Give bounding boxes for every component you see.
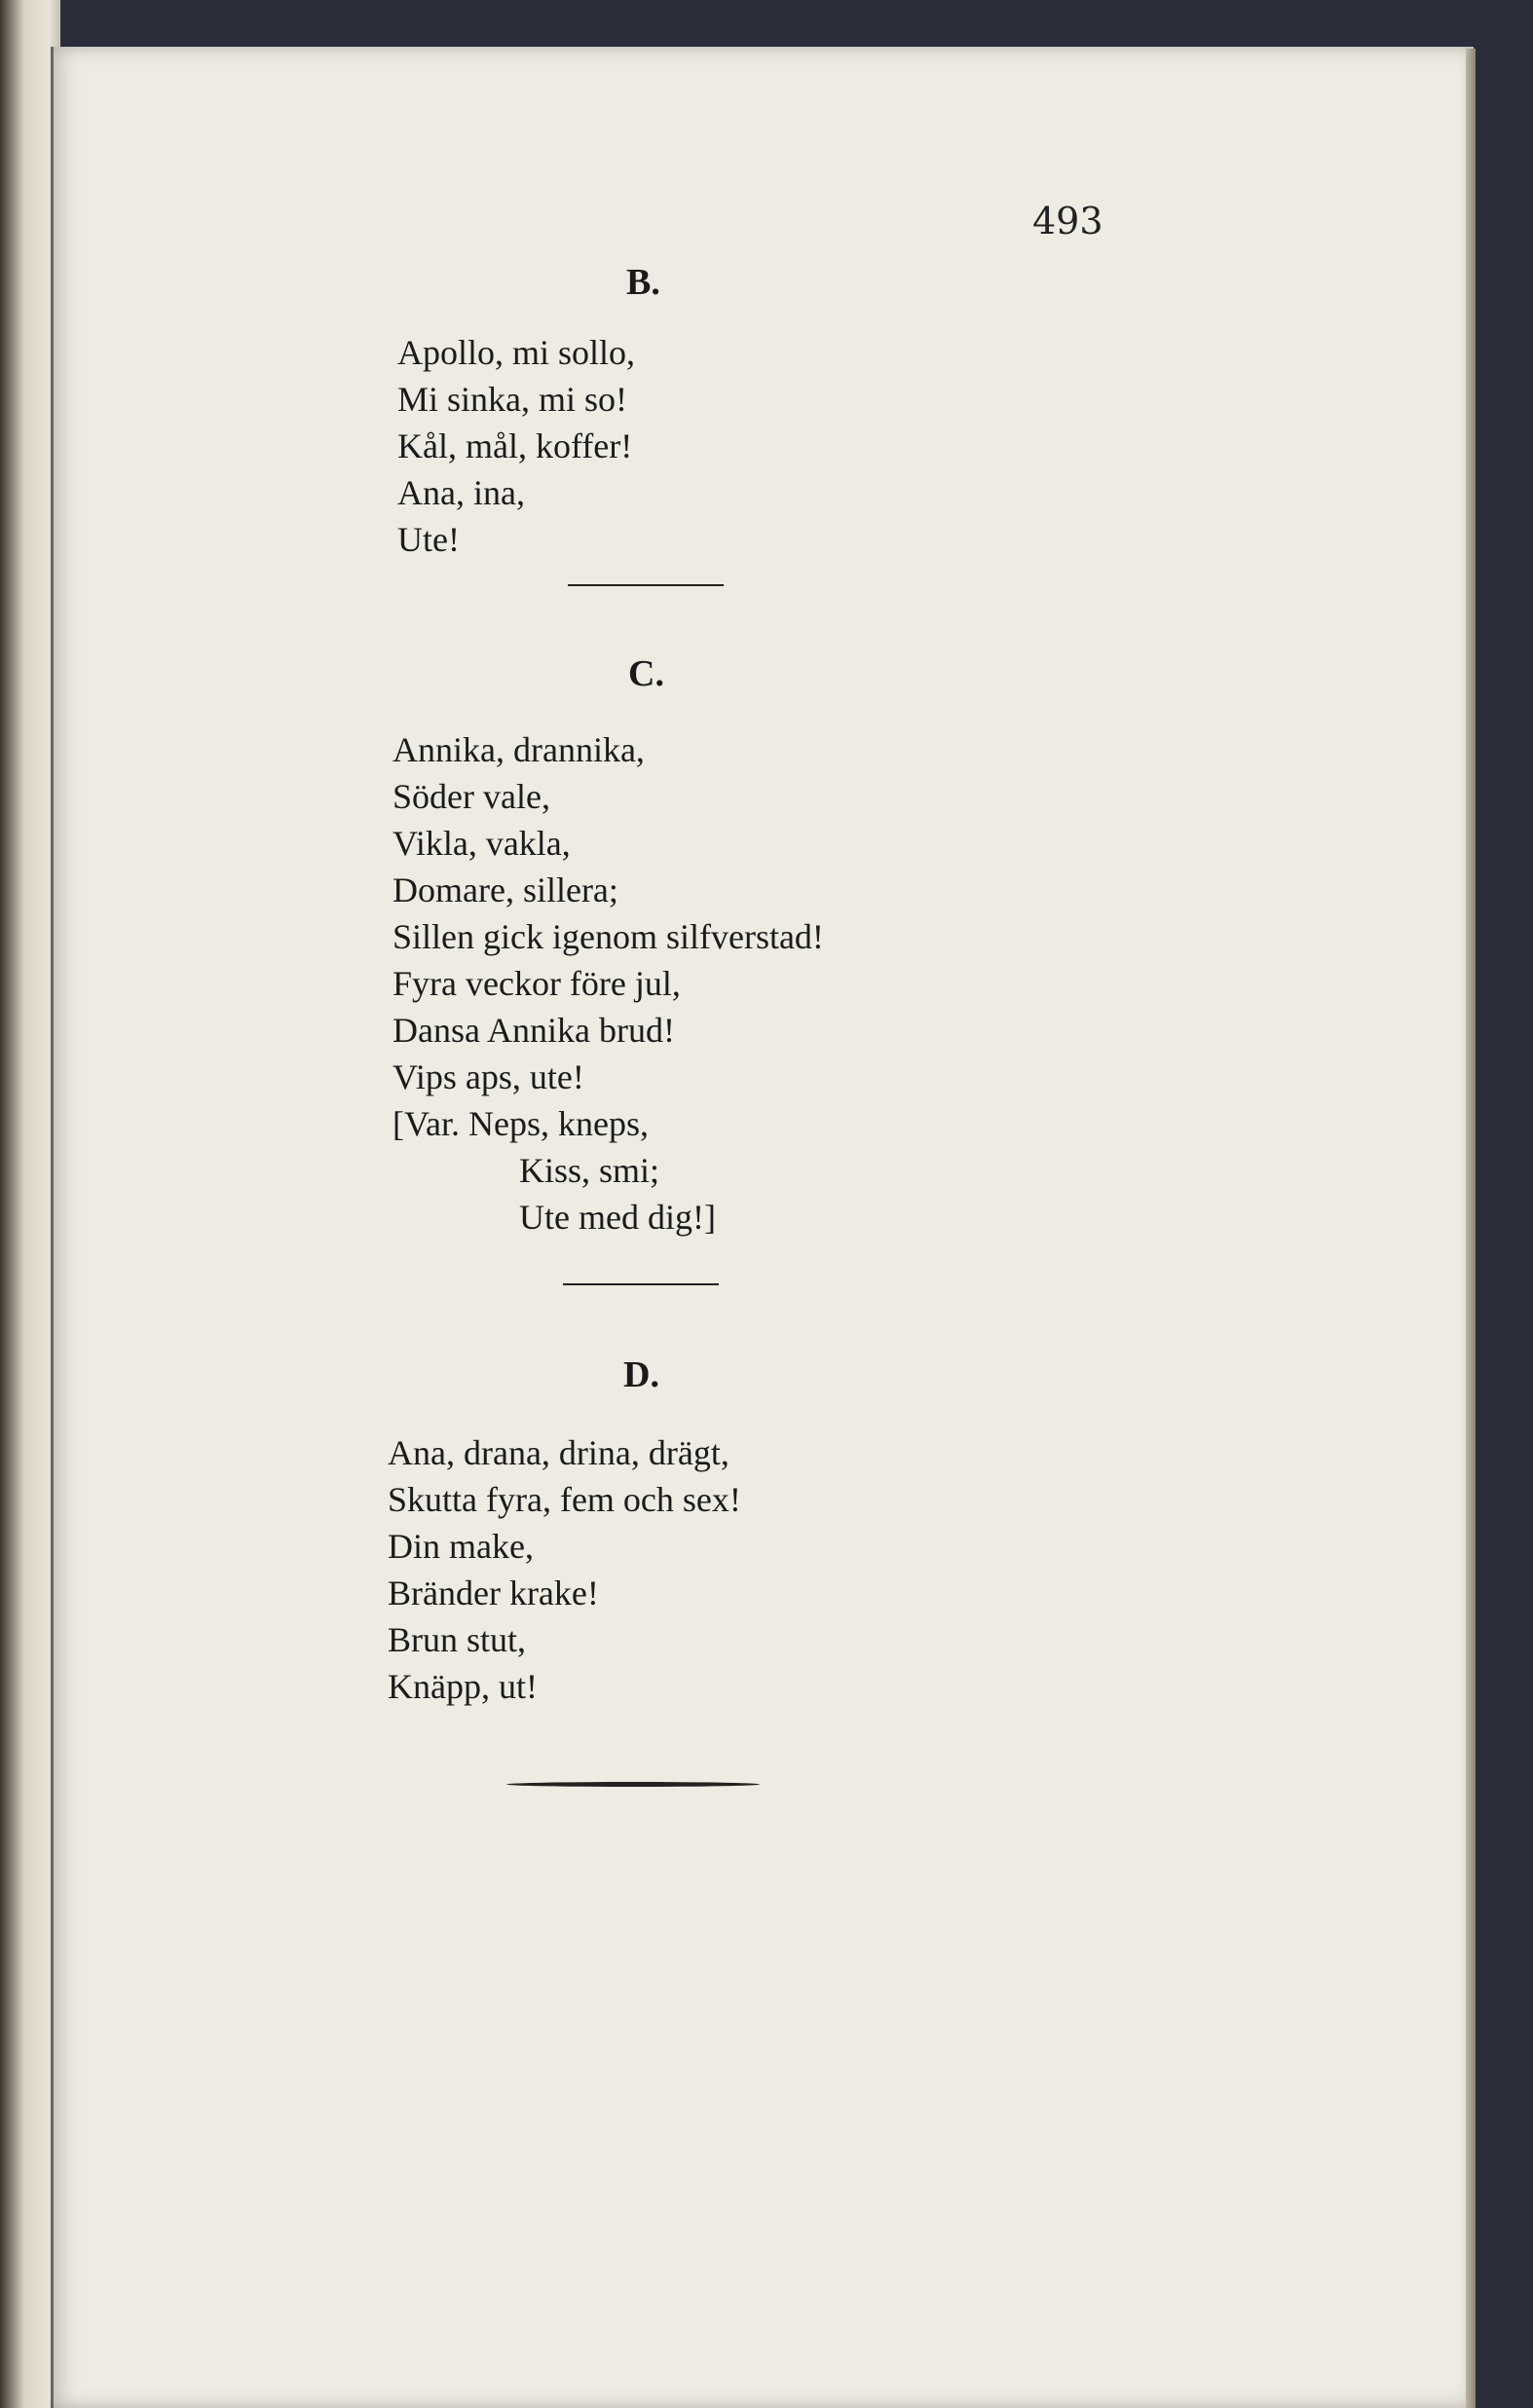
verse-line: Ute! [397,520,460,559]
section-heading-b: B. [626,262,660,303]
verse-line: Domare, sillera; [393,871,618,909]
verse-line: Ana, drana, drina, drägt, [388,1433,729,1472]
verse-line: Söder vale, [393,777,550,816]
verse-d [388,1429,741,1710]
section-divider [568,584,724,586]
verse-line: Sillen gick igenom silfverstad! [393,917,824,956]
verse-line: Ute med dig!] [519,1198,716,1237]
verse-line: Vips aps, ute! [393,1057,584,1096]
verse-line: Din make, [388,1527,534,1566]
section-divider [563,1283,719,1285]
verse-line: Bränder krake! [388,1574,599,1612]
verse-line: Apollo, mi sollo, [397,333,636,372]
verse-line: Vikla, vakla, [393,824,571,863]
verse-line: Skutta fyra, fem och sex! [388,1480,741,1519]
verse-line: Mi sinka, mi so! [397,380,628,419]
page-number: 493 [1032,200,1103,242]
verse-line: Kiss, smi; [519,1151,660,1190]
verse-line: Fyra veckor före jul, [393,964,681,1003]
verse-line: Dansa Annika brud! [393,1011,675,1050]
verse-line: Kål, mål, koffer! [397,426,633,465]
verse-line: [Var. Neps, kneps, [393,1104,649,1143]
end-ornament-rule [506,1782,760,1787]
verse-line: Ana, ina, [397,473,525,512]
verse-c [393,726,824,1241]
page-edge [1466,49,1476,2408]
verse-line: Knäpp, ut! [388,1667,538,1706]
verse-b [397,329,635,563]
section-heading-c: C. [628,653,664,694]
section-heading-d: D. [623,1354,659,1395]
verse-line: Brun stut, [388,1620,527,1659]
verse-line: Annika, drannika, [393,730,645,769]
